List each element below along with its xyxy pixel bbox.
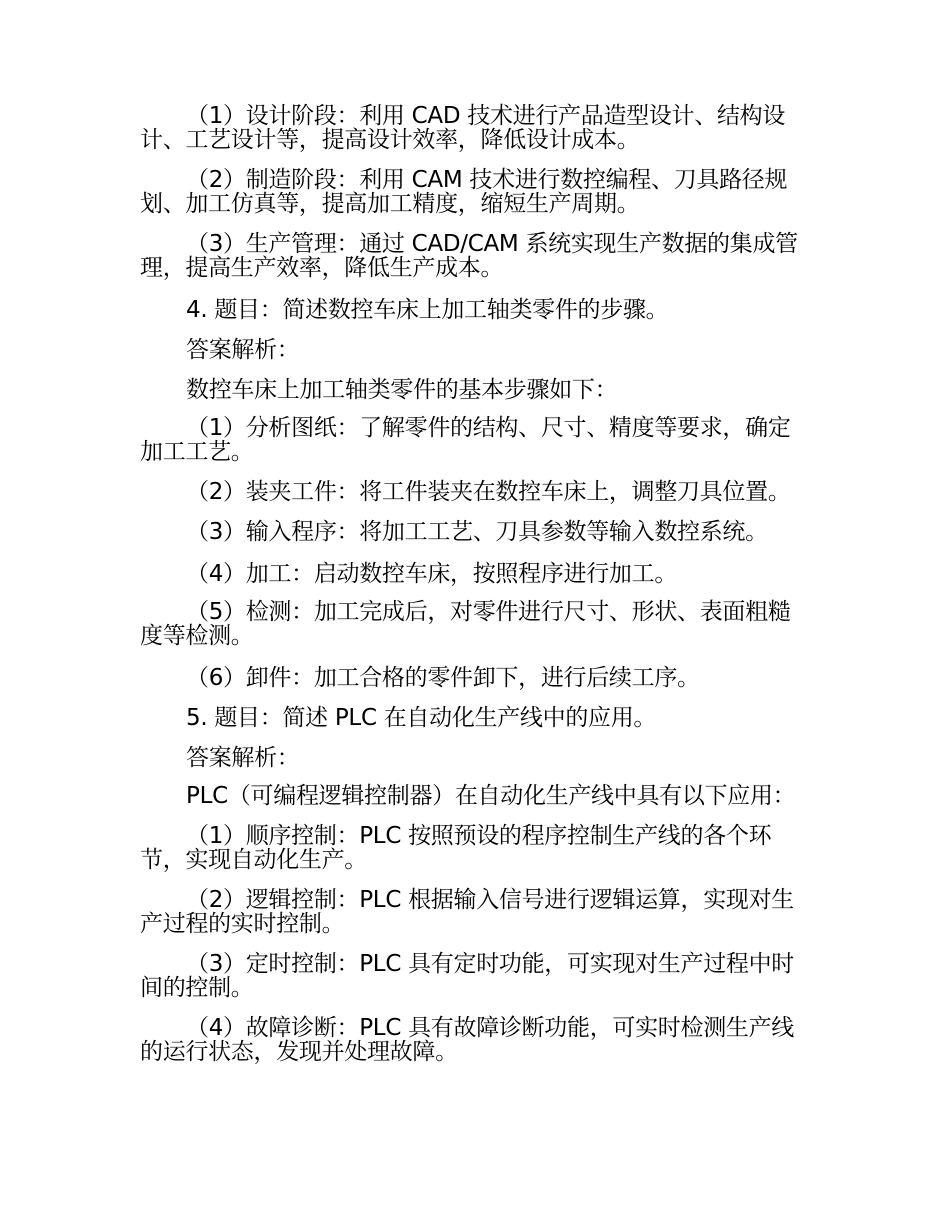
plc-fault-diagnosis: （4）故障诊断：PLC 具有故障诊断功能，可实时检测生产线的运行状态，发现并处理故障。 (140, 1015, 794, 1065)
answer-analysis-label-5: 答案解析： (186, 745, 300, 771)
step-6-unloading: （6）卸件：加工合格的零件卸下，进行后续工序。 (186, 665, 700, 691)
step-2-clamp-workpiece: （2）装夹工件：将工件装夹在数控车床上，调整刀具位置。 (186, 479, 791, 505)
plc-logic-control: （2）逻辑控制：PLC 根据输入信号进行逻辑运算，实现对生产过程的实时控制。 (140, 887, 794, 937)
step-1-analyze-drawing: （1）分析图纸：了解零件的结构、尺寸、精度等要求，确定加工工艺。 (140, 415, 791, 465)
step-5-inspection: （5）检测：加工完成后，对零件进行尺寸、形状、表面粗糙度等检测。 (140, 599, 791, 649)
plc-sequence-control: （1）顺序控制：PLC 按照预设的程序控制生产线的各个环节，实现自动化生产。 (140, 823, 772, 873)
question-4-title: 4. 题目：简述数控车床上加工轴类零件的步骤。 (186, 297, 669, 323)
paragraph-cad-design-stage: （1）设计阶段：利用 CAD 技术进行产品造型设计、结构设计、工艺设计等，提高设计效率，降低设计成本。 (140, 103, 786, 153)
paragraph-cam-manufacturing-stage: （2）制造阶段：利用 CAM 技术进行数控编程、刀具路径规划、加工仿真等，提高加工精度，缩短生产周期。 (140, 167, 788, 217)
step-4-machining: （4）加工：启动数控车床，按照程序进行加工。 (186, 561, 678, 587)
plc-timing-control: （3）定时控制：PLC 具有定时功能，可实现对生产过程中时间的控制。 (140, 951, 794, 1001)
step-3-input-program: （3）输入程序：将加工工艺、刀具参数等输入数控系统。 (186, 519, 768, 545)
answer-analysis-label-4: 答案解析： (186, 337, 300, 363)
document-body (140, 104, 810, 1080)
answer-4-intro: 数控车床上加工轴类零件的基本步骤如下： (186, 377, 618, 403)
paragraph-production-management: （3）生产管理：通过 CAD/CAM 系统实现生产数据的集成管理，提高生产效率，降低生产成本。 (140, 231, 798, 281)
question-5-title: 5. 题目：简述 PLC 在自动化生产线中的应用。 (186, 705, 657, 731)
answer-5-intro: PLC（可编程逻辑控制器）在自动化生产线中具有以下应用： (186, 783, 796, 809)
